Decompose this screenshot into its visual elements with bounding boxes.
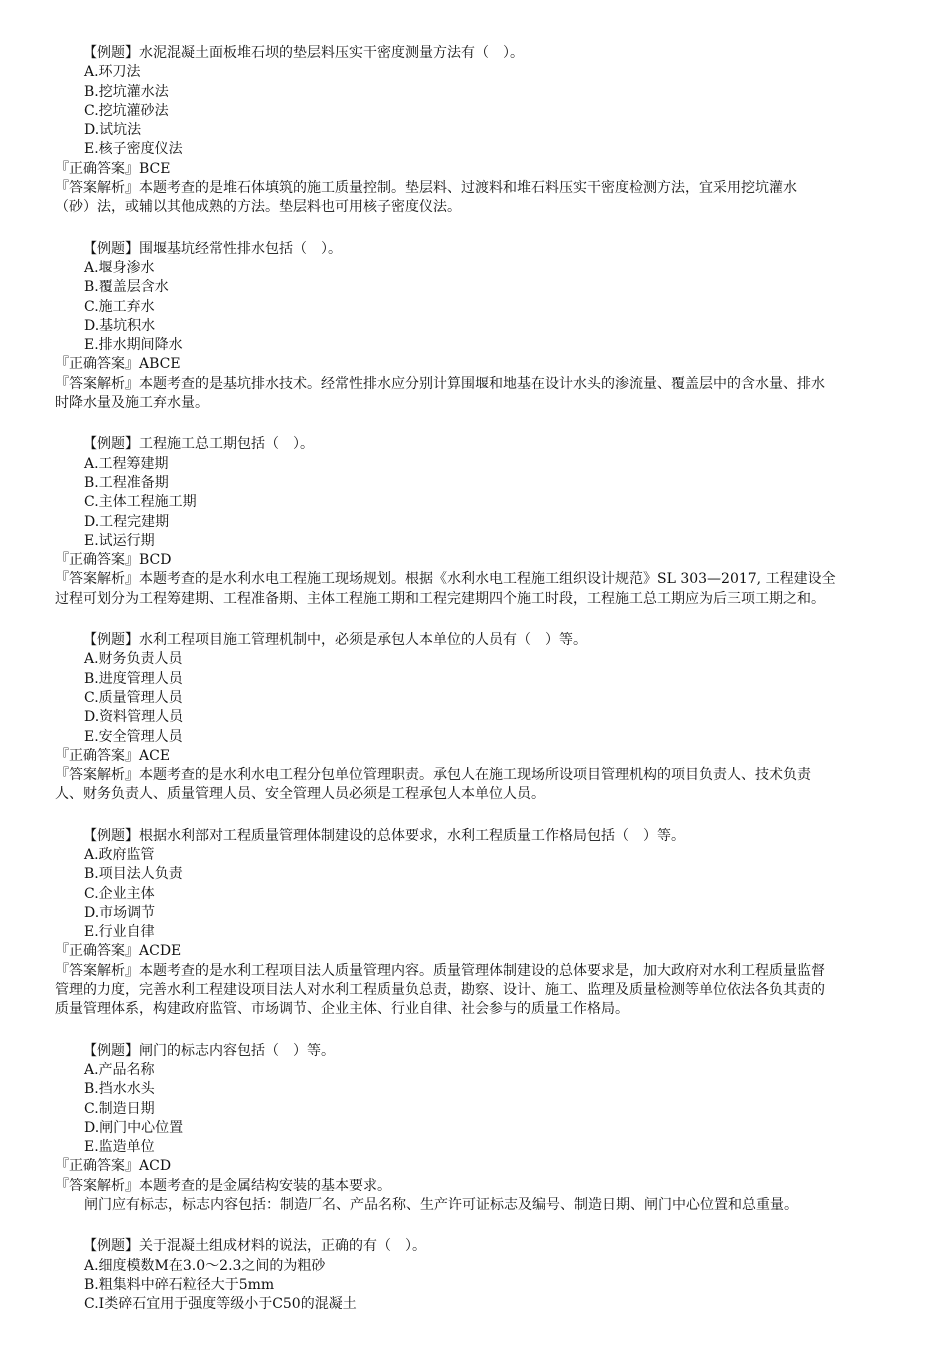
option-c: C.I类碎石宜用于强度等级小于C50的混凝土	[84, 1296, 357, 1313]
correct-answer: 『正确答案』ABCE	[55, 356, 181, 373]
option-b: B.挡水水头	[84, 1081, 155, 1098]
option-a: A.财务负责人员	[84, 651, 183, 668]
option-b: B.项目法人负责	[84, 866, 183, 883]
option-c: C.质量管理人员	[84, 689, 183, 706]
question-stem: 【例题】水泥混凝土面板堆石坝的垫层料压实干密度测量方法有（ ）。	[83, 45, 524, 61]
option-e: E.安全管理人员	[84, 728, 183, 745]
question-3	[0, 435, 950, 609]
option-a: A.政府监管	[84, 846, 155, 863]
option-e: E.核子密度仪法	[84, 141, 183, 158]
answer-analysis-line: 人、财务负责人、质量管理人员、安全管理人员必须是工程承包人本单位人员。	[55, 786, 545, 803]
option-e: E.试运行期	[84, 532, 155, 549]
question-1	[0, 44, 950, 218]
correct-answer: 『正确答案』ACE	[55, 747, 171, 764]
option-d: D.市场调节	[84, 904, 156, 921]
answer-analysis-line: 过程可划分为工程筹建期、工程准备期、主体工程施工期和工程完建期四个施工时段，工程施工总工期应为后三项工期之和。	[55, 590, 825, 607]
answer-analysis-line: 『答案解析』本题考查的是堆石体填筑的施工质量控制。垫层料、过渡料和堆石料压实干密度检测方法，宜采用挖坑灌水	[55, 180, 797, 197]
question-7	[0, 1237, 950, 1314]
question-stem: 【例题】闸门的标志内容包括（ ）等。	[83, 1042, 335, 1059]
question-stem: 【例题】工程施工总工期包括（ ）。	[83, 436, 314, 453]
option-b: B.粗集料中碎石粒径大于5mm	[84, 1276, 275, 1293]
option-d: D.试坑法	[84, 122, 142, 139]
answer-analysis-line: 『答案解析』本题考查的是基坑排水技术。经常性排水应分别计算围堰和地基在设计水头的渗流量、覆盖层中的含水量、排水	[55, 375, 825, 392]
option-c: C.主体工程施工期	[84, 494, 197, 511]
option-c: C.制造日期	[84, 1100, 155, 1117]
option-b: B.覆盖层含水	[84, 279, 169, 296]
answer-analysis-line: 『答案解析』本题考查的是水利水电工程分包单位管理职责。承包人在施工现场所设项目管理机构的项目负责人、技术负责	[55, 767, 811, 784]
option-d: D.资料管理人员	[84, 709, 184, 726]
question-stem: 【例题】围堰基坑经常性排水包括（ ）。	[83, 240, 342, 257]
option-c: C.施工弃水	[84, 298, 155, 315]
option-e: E.行业自律	[84, 924, 155, 941]
option-a: A.产品名称	[84, 1061, 155, 1078]
option-b: B.进度管理人员	[84, 670, 183, 687]
option-b: B.挖坑灌水法	[84, 83, 169, 100]
option-a: A.环刀法	[84, 64, 141, 81]
answer-analysis-line: 管理的力度，完善水利工程建设项目法人对水利工程质量负总责，勘察、设计、施工、监理及质量检测等单位依法各负其责的	[55, 982, 825, 999]
answer-analysis-line: 时降水量及施工弃水量。	[55, 395, 209, 412]
option-c: C.企业主体	[84, 885, 155, 902]
answer-analysis-line: 『答案解析』本题考查的是水利水电工程施工现场规划。根据《水利水电工程施工组织设计规范》SL 303—2017, 工程建设全	[55, 571, 836, 588]
question-5	[0, 827, 950, 1020]
answer-analysis-line: （砂）法，或辅以其他成熟的方法。垫层料也可用核子密度仪法。	[55, 199, 461, 216]
question-stem: 【例题】水利工程项目施工管理机制中，必须是承包人本单位的人员有（ ）等。	[83, 632, 587, 649]
option-b: B.工程准备期	[84, 474, 169, 491]
correct-answer: 『正确答案』BCE	[55, 160, 171, 177]
document-body	[0, 44, 950, 1337]
option-a: A.工程筹建期	[84, 455, 169, 472]
option-e: E.排水期间降水	[84, 337, 183, 354]
correct-answer: 『正确答案』ACD	[55, 1158, 172, 1175]
option-d: D.工程完建期	[84, 513, 170, 530]
question-4	[0, 631, 950, 805]
question-6	[0, 1042, 950, 1216]
option-c: C.挖坑灌砂法	[84, 102, 169, 119]
answer-analysis-line: 『答案解析』本题考查的是水利工程项目法人质量管理内容。质量管理体制建设的总体要求是，加大政府对水利工程质量监督	[55, 962, 825, 979]
question-stem: 【例题】关于混凝土组成材料的说法，正确的有（ ）。	[83, 1238, 426, 1255]
option-a: A.细度模数M在3.0～2.3之间的为粗砂	[84, 1257, 326, 1274]
question-2	[0, 240, 950, 414]
option-d: D.闸门中心位置	[84, 1119, 184, 1136]
correct-answer: 『正确答案』ACDE	[55, 943, 182, 960]
question-stem: 【例题】根据水利部对工程质量管理体制建设的总体要求，水利工程质量工作格局包括（ ）等。	[83, 827, 685, 844]
answer-analysis-detail: 闸门应有标志，标志内容包括：制造厂名、产品名称、生产许可证标志及编号、制造日期、闸门中心位置和总重量。	[84, 1197, 798, 1214]
option-a: A.堰身渗水	[84, 259, 155, 276]
option-e: E.监造单位	[84, 1139, 155, 1156]
option-d: D.基坑积水	[84, 317, 156, 334]
correct-answer: 『正确答案』BCD	[55, 552, 172, 569]
answer-analysis-line: 质量管理体系，构建政府监管、市场调节、企业主体、行业自律、社会参与的质量工作格局。	[55, 1001, 629, 1018]
answer-analysis-line: 『答案解析』本题考查的是金属结构安装的基本要求。	[55, 1177, 391, 1194]
